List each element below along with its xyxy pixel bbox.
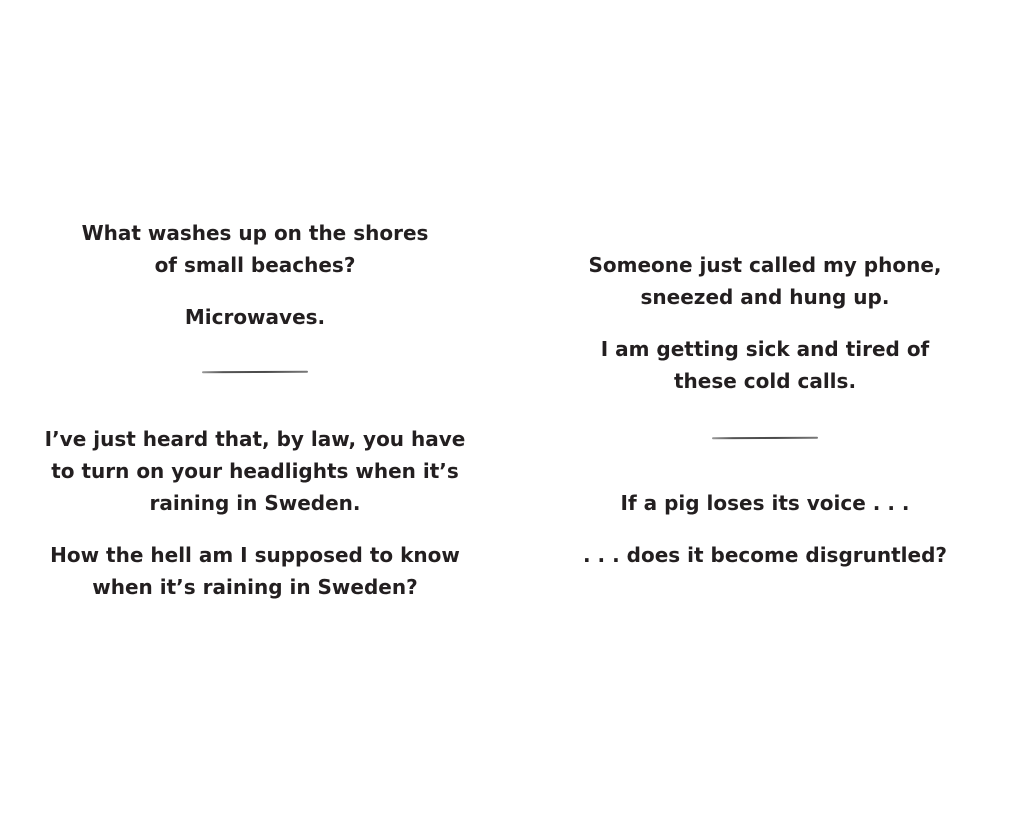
joke-punchline: . . . does it become disgruntled? [582, 543, 948, 567]
right-joke-column [580, 249, 950, 571]
joke-setup: Someone just called my phone, sneezed and hung up. [588, 253, 942, 309]
right-page [510, 0, 1020, 818]
joke-setup: What washes up on the shores of small beaches? [81, 221, 429, 277]
joke-setup: If a pig loses its voice . . . [620, 491, 910, 515]
left-joke-column [40, 217, 470, 603]
separator-line [712, 437, 818, 440]
joke-punchline: Microwaves. [184, 305, 326, 329]
joke-punchline: How the hell am I supposed to know when it’s raining in Sweden? [50, 543, 460, 599]
separator-line [202, 371, 308, 374]
joke-punchline: I am getting sick and tired of these cold calls. [600, 337, 930, 393]
joke-setup: I’ve just heard that, by law, you have to turn on your headlights when it’s raining in Sweden. [44, 427, 466, 515]
